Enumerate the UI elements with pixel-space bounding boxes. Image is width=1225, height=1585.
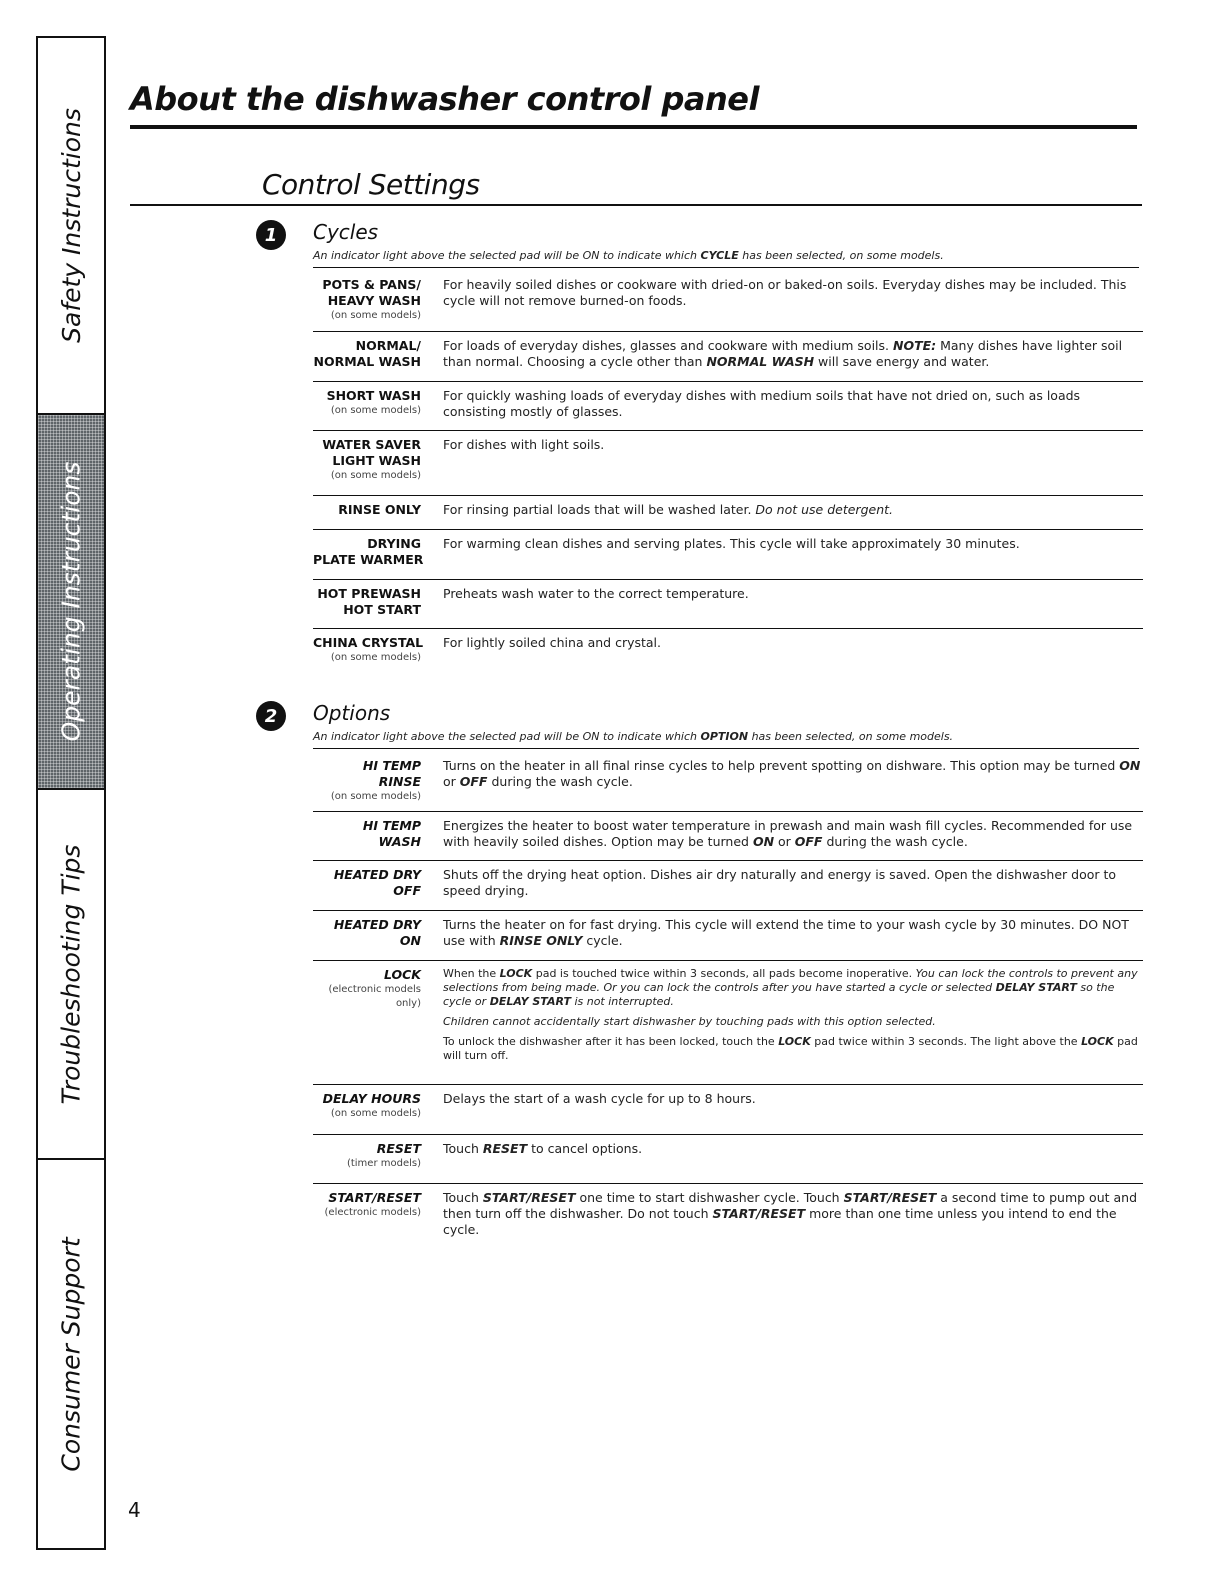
- row-term: DELAY HOURS (on some models): [322, 1091, 421, 1119]
- row-term: RESET (timer models): [346, 1141, 421, 1169]
- tab-troubleshooting-tips[interactable]: [38, 790, 104, 1160]
- divider: [313, 748, 1139, 749]
- row-description: Energizes the heater to boost water temperature in prewash and main wash fill cycles. Recommended for use with heavily soiled dishes. Option may be turned ON or OFF during the wash cycle.: [443, 818, 1133, 849]
- cycles-heading: Cycles: [313, 220, 379, 244]
- cycle-row-drying: [313, 530, 1143, 580]
- row-term: WATER SAVER LIGHT WASH (on some models): [322, 437, 421, 481]
- tab-operating-instructions[interactable]: [38, 415, 104, 790]
- row-term: RINSE ONLY: [338, 502, 421, 517]
- row-term: HI TEMP RINSE (on some models): [330, 758, 421, 802]
- section-title: Control Settings: [262, 168, 480, 201]
- row-description: For warming clean dishes and serving plates. This cycle will take approximately 30 minutes.: [443, 536, 1020, 551]
- cycle-row-pots-pans: [313, 271, 1143, 332]
- page-title: About the dishwasher control panel: [130, 80, 759, 118]
- tab-label: Consumer Support: [56, 1236, 86, 1472]
- option-row-hi-temp-rinse: [313, 752, 1143, 812]
- row-description: Delays the start of a wash cycle for up to 8 hours.: [443, 1091, 756, 1106]
- options-heading: Options: [313, 701, 391, 725]
- row-description: Touch START/RESET one time to start dishwasher cycle. Touch START/RESET a second time to pump out and then turn off the dishwasher. Do not touch START/RESET more than one time unless you intend to end the cycle.: [443, 1190, 1138, 1237]
- title-divider: [130, 125, 1137, 129]
- row-description: Turns on the heater in all final rinse cycles to help prevent spotting on dishware. This option may be turned ON or OFF during the wash cycle.: [443, 758, 1141, 789]
- row-term: HI TEMP WASH: [362, 818, 421, 849]
- tab-label: Operating Instructions: [56, 461, 86, 742]
- row-term: HEATED DRY ON: [333, 917, 421, 948]
- tab-label: Troubleshooting Tips: [56, 844, 86, 1104]
- option-row-start-reset: [313, 1184, 1143, 1254]
- section-divider: [130, 204, 1142, 206]
- cycle-row-normal: [313, 332, 1143, 382]
- divider: [313, 267, 1139, 268]
- row-term: POTS & PANS/ HEAVY WASH (on some models): [322, 277, 421, 321]
- number-badge-icon: 1: [256, 220, 286, 250]
- row-term: START/RESET (electronic models): [324, 1190, 421, 1218]
- option-row-delay-hours: [313, 1085, 1143, 1135]
- row-description: For dishes with light soils.: [443, 437, 605, 452]
- row-term: NORMAL/ NORMAL WASH: [313, 338, 421, 369]
- row-description: For rinsing partial loads that will be washed later. Do not use detergent.: [443, 502, 893, 517]
- row-term: SHORT WASH (on some models): [326, 388, 421, 416]
- row-description: Touch RESET to cancel options.: [443, 1141, 643, 1156]
- row-term: HOT PREWASH HOT START: [317, 586, 421, 617]
- option-row-hi-temp-wash: [313, 812, 1143, 861]
- tab-safety-instructions[interactable]: [38, 38, 104, 415]
- row-description: For lightly soiled china and crystal.: [443, 635, 661, 650]
- row-description: Preheats wash water to the correct temperature.: [443, 586, 749, 601]
- row-term: HEATED DRY OFF: [333, 867, 421, 898]
- page-number: 4: [128, 1498, 141, 1522]
- tab-label: Safety Instructions: [56, 108, 86, 343]
- row-description: For heavily soiled dishes or cookware with dried-on or baked-on soils. Everyday dishes may be included. This cycle will not remove burned-on foods.: [443, 277, 1127, 308]
- option-row-heated-dry-off: [313, 861, 1143, 911]
- option-row-reset: [313, 1135, 1143, 1184]
- row-description: For loads of everyday dishes, glasses and cookware with medium soils. NOTE: Many dishes have lighter soil than normal. Choosing a cycle other than NORMAL WASH will save energy and water.: [443, 338, 1123, 369]
- options-note: An indicator light above the selected pad will be ON to indicate which OPTION has been selected, on some models.: [313, 730, 954, 743]
- cycle-row-hot-prewash: [313, 580, 1143, 629]
- row-term: DRYING PLATE WARMER: [313, 536, 424, 567]
- cycle-row-water-saver: [313, 431, 1143, 496]
- number-badge-icon: 2: [256, 701, 286, 731]
- row-term: CHINA CRYSTAL (on some models): [313, 635, 424, 663]
- row-term: LOCK (electronic models only): [328, 967, 421, 1009]
- row-description: Shuts off the drying heat option. Dishes air dry naturally and energy is saved. Open the dishwasher door to speed drying.: [443, 867, 1117, 898]
- option-row-lock: [313, 961, 1143, 1085]
- row-description: When the LOCK pad is touched twice within 3 seconds, all pads become inoperative. You can lock the controls to prevent any selections from being made. Or you can lock the controls after you have started a cycle or selected DELAY START so the cycle or DELAY START is not interrupted. Children cannot accidentally start dishwasher by touching pads with this option selected. To unlock the dishwasher after it has been locked, touch the LOCK pad twice within 3 seconds. The light above the LOCK pad will turn off.: [443, 967, 1138, 1062]
- cycles-note: An indicator light above the selected pad will be ON to indicate which CYCLE has been selected, on some models.: [313, 249, 944, 262]
- row-description: Turns the heater on for fast drying. This cycle will extend the time to your wash cycle by 30 minutes. DO NOT use with RINSE ONLY cycle.: [443, 917, 1129, 948]
- cycle-row-rinse-only: [313, 496, 1143, 530]
- tab-consumer-support[interactable]: [38, 1160, 104, 1548]
- cycle-row-china-crystal: [313, 629, 1143, 674]
- cycle-row-short-wash: [313, 382, 1143, 431]
- option-row-heated-dry-on: [313, 911, 1143, 961]
- side-tab-nav: [36, 36, 106, 1550]
- row-description: For quickly washing loads of everyday dishes with medium soils that have not dried on, such as loads consisting mostly of glasses.: [443, 388, 1081, 419]
